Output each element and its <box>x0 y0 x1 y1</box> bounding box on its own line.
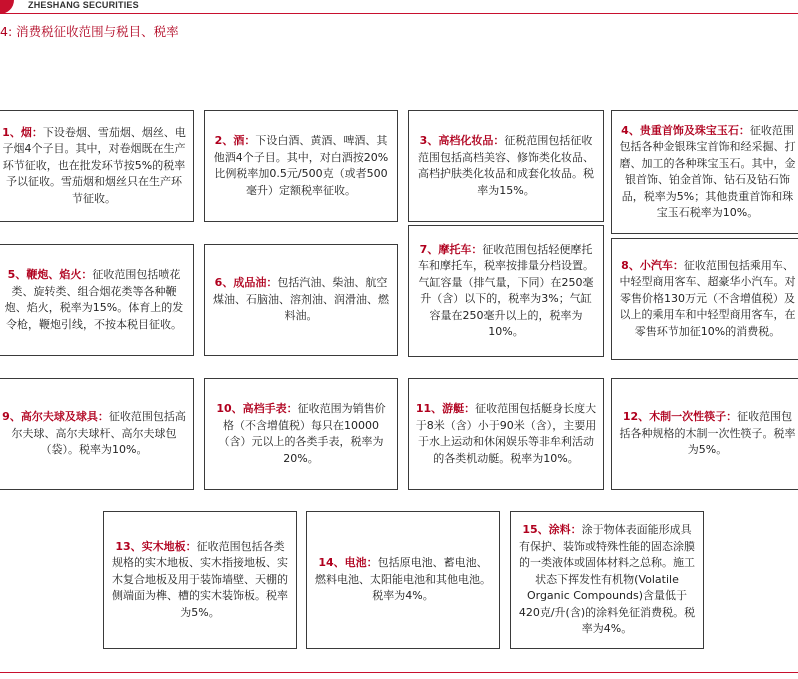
tax-item-card <box>510 511 704 649</box>
tax-item-card <box>204 244 398 356</box>
tax-item-card <box>408 110 604 222</box>
tax-item-heading: 15、涂料： <box>522 523 582 537</box>
tax-item-text: 征收范围包括艇身长度大于8米（含）小于90米（含），主要用于水上运动和休闲娱乐等非牟利活动的各类机动艇。税率为10%。 <box>415 402 597 465</box>
tax-item-card <box>611 378 798 490</box>
tax-item-heading: 9、高尔夫球及球具： <box>2 410 109 424</box>
tax-item-text: 涂于物体表面能形成具有保护、装饰或特殊性能的固态涂膜的一类液体或固体材料之总称。施工状态下挥发性有机物(Volatile Organic Compounds)含量低于420克/升(含)的涂料免征消费税。税率为4%。 <box>518 523 696 636</box>
tax-item-card <box>408 225 604 357</box>
tax-item-card <box>306 511 500 649</box>
tax-item-card <box>611 238 798 360</box>
tax-item-heading: 5、鞭炮、焰火： <box>7 268 93 281</box>
tax-item-heading: 13、实木地板： <box>115 539 197 553</box>
tax-item-card <box>0 378 194 490</box>
tax-item-text: 征收范围包括喷花类、旋转类、组合烟花类等各种鞭炮、焰火，税率为15%。体育上的发令枪，鞭炮引线，不按本税目征收。 <box>4 268 184 331</box>
tax-item-card <box>408 378 604 490</box>
tax-item-heading: 1、烟： <box>2 125 43 139</box>
tax-item-heading: 7、摩托车： <box>419 242 483 256</box>
tax-item-heading: 10、高档手表： <box>216 402 298 415</box>
tax-item-text: 征收范围包括乘用车、中轻型商用客车、超豪华小汽车。对零售价格130万元（不含增值税）及以上的乘用车和中轻型商用客车，在零售环节加征10%的消费税。 <box>619 258 796 338</box>
figure-title: 4: 消费税征收范围与税目、税率 <box>0 24 179 39</box>
tax-item-heading: 3、高档化妆品： <box>419 134 505 147</box>
brand-name: ZHESHANG SECURITIES <box>28 0 139 10</box>
tax-item-card <box>204 378 398 490</box>
tax-item-text: 征收范围包括高尔夫球、高尔夫球杆、高尔夫球包（袋）。税率为10%。 <box>11 410 186 457</box>
tax-item-heading: 14、电池： <box>318 556 378 570</box>
company-logo <box>0 0 14 14</box>
tax-item-text: 征收范围包括轻便摩托车和摩托车，税率按排量分档设置。气缸容量（排气量，下同）在250毫升（含）以下的，税率为3%；气缸容量在250毫升以上的，税率为10%。 <box>418 242 594 338</box>
header-divider <box>0 13 798 14</box>
tax-item-card <box>611 110 798 234</box>
tax-item-text: 征收范围包括各种金银珠宝首饰和经采掘、打磨、加工的各种珠宝玉石。其中，金银首饰、铂金首饰、钻石及钻石饰品，税率为5%；其他贵重首饰和珠宝玉石税率为10%。 <box>619 123 796 219</box>
tax-item-text: 征收范围为销售价格（不含增值税）每只在10000（含）元以上的各类手表，税率为20%。 <box>218 402 386 465</box>
tax-item-text: 下设卷烟、雪茄烟、烟丝、电子烟4个子目。其中，对卷烟既在生产环节征收，也在批发环节按5%的税率予以征收。雪茄烟和烟丝只在生产环节征收。 <box>2 125 186 205</box>
tax-item-heading: 6、成品油： <box>214 276 278 290</box>
tax-item-text: 征收范围包括各种规格的木制一次性筷子。税率为5%。 <box>619 410 796 457</box>
tax-item-text: 征收范围包括各类规格的实木地板、实木指接地板、实木复合地板及用于装饰墙壁、天棚的侧端面为榫、槽的实木装饰板。税率为5%。 <box>112 539 288 619</box>
tax-item-heading: 12、木制一次性筷子： <box>622 410 738 424</box>
tax-item-heading: 8、小汽车： <box>621 258 684 272</box>
footer-divider <box>0 672 798 673</box>
tax-item-card <box>103 511 297 649</box>
tax-item-card <box>204 110 398 222</box>
tax-item-heading: 2、酒： <box>214 134 256 147</box>
tax-item-heading: 11、游艇： <box>415 402 476 415</box>
tax-item-text: 包括原电池、蓄电池、燃料电池、太阳能电池和其他电池。税率为4%。 <box>315 556 491 603</box>
tax-item-card <box>0 244 194 356</box>
tax-item-text: 征税范围包括征收范围包括高档美容、修饰类化妆品、高档护肤类化妆品和成套化妆品。税率为15%。 <box>418 134 594 197</box>
tax-item-card <box>0 110 194 222</box>
tax-item-text: 包括汽油、柴油、航空煤油、石脑油、溶剂油、润滑油、燃料油。 <box>213 276 389 323</box>
tax-item-heading: 4、贵重首饰及珠宝玉石： <box>621 123 750 137</box>
tax-item-text: 下设白酒、黄酒、啤酒、其他酒4个子目。其中，对白酒按20%比例税率加0.5元/500克（或者500毫升）定额税率征收。 <box>213 134 389 197</box>
